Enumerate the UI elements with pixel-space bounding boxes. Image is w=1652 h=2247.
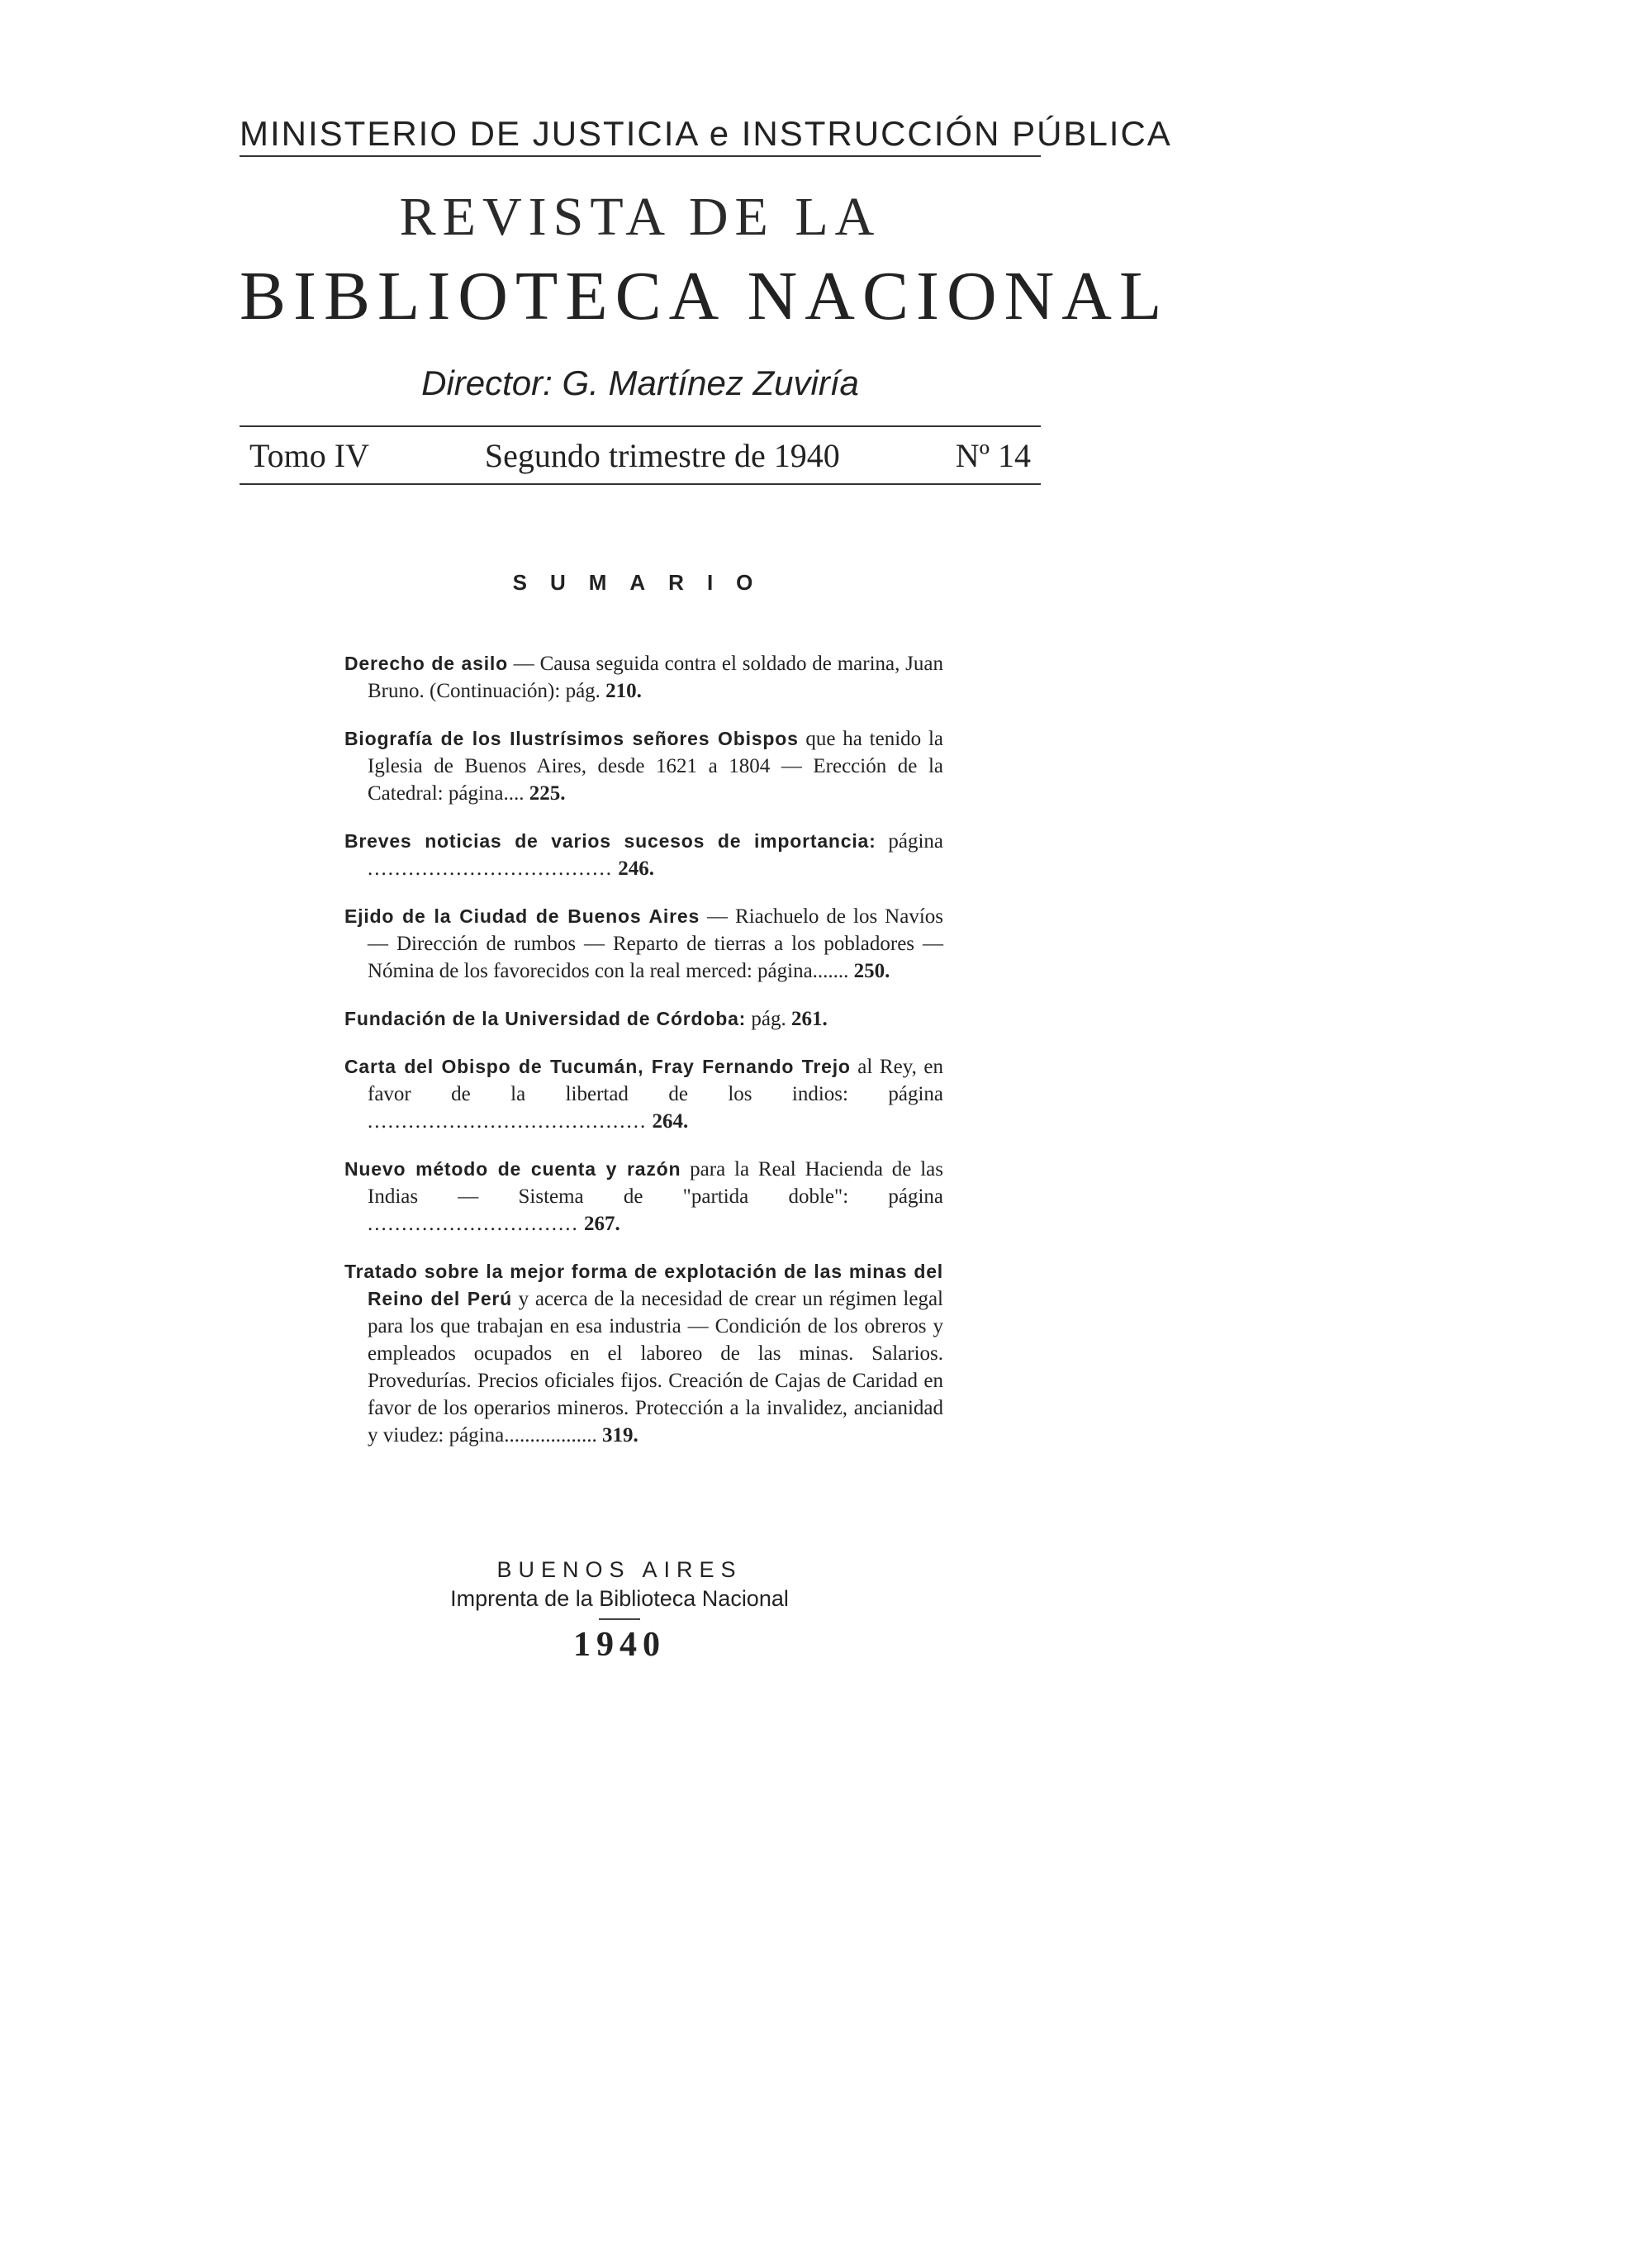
- imprint-city: BUENOS AIRES: [496, 1557, 743, 1582]
- toc-entry-page: 261.: [791, 1008, 828, 1030]
- imprint-year: 1940: [573, 1626, 666, 1664]
- toc-leader-dots: .........................................: [368, 1110, 648, 1133]
- toc-entry-page: 319.: [601, 1424, 638, 1447]
- toc-entry: [344, 650, 943, 705]
- toc-entry: [344, 1258, 943, 1449]
- toc-entry-text: que ha tenido la Iglesia de Buenos Aires, desde 1621 a 1804 — Erección de la Catedral: página....: [368, 728, 943, 805]
- toc-entry: [344, 1053, 943, 1135]
- toc-entry-title: Biografía de los Ilustrísimos señores Obispos: [344, 728, 799, 749]
- imprint-printer: Imprenta de la Biblioteca Nacional: [450, 1586, 789, 1611]
- toc-entry: [344, 903, 943, 985]
- imprint-divider: [599, 1618, 640, 1620]
- toc-entry: [344, 1005, 943, 1033]
- ministry-heading: MINISTERIO DE JUSTICIA e INSTRUCCIÓN PÚBLICA: [240, 114, 1041, 157]
- toc-entry-page: 264.: [652, 1110, 689, 1133]
- toc-entry-text: al Rey, en favor de la libertad de los indios: página: [368, 1056, 943, 1105]
- toc-entry-text: página: [876, 830, 943, 853]
- toc-entry-page: 210.: [605, 680, 642, 702]
- toc-entry-text: para la Real Hacienda de las Indias — Sistema de "partida doble": página: [368, 1158, 943, 1208]
- toc-entry-text: — Riachuelo de los Navíos — Dirección de rumbos — Reparto de tierras a los pobladores — Nómina de los favorecidos con la real merced: página.......: [368, 905, 943, 982]
- toc-entry-page: 225.: [529, 782, 566, 805]
- imprint: [372, 1557, 867, 1665]
- issue-bar: [240, 425, 1041, 485]
- toc-leader-dots: ...............................: [368, 1213, 579, 1235]
- issue-number: Nº 14: [955, 436, 1031, 474]
- toc-entry-title: Nuevo método de cuenta y razón: [344, 1158, 681, 1180]
- toc-entry-page-prefix: pág.: [751, 1008, 792, 1030]
- toc-entry-page: 246.: [618, 857, 654, 880]
- toc-leader-dots: ....................................: [368, 857, 613, 880]
- journal-title-line-1: REVISTA DE LA: [399, 187, 881, 247]
- toc-entry-page: 267.: [584, 1213, 620, 1235]
- volume-label: Tomo IV: [249, 436, 369, 474]
- journal-title-line-2: BIBLIOTECA NACIONAL: [240, 258, 1170, 335]
- toc-entry: [344, 1156, 943, 1238]
- toc-entry-title: Fundación de la Universidad de Córdoba:: [344, 1008, 747, 1029]
- toc-entry-title: Carta del Obispo de Tucumán, Fray Fernando Trejo: [344, 1056, 851, 1077]
- toc-entry-title: Breves noticias de varios sucesos de importancia:: [344, 830, 876, 852]
- contents-heading: SUMARIO: [512, 570, 776, 595]
- toc-entry-text: y acerca de la necesidad de crear un régimen legal para los que trabajan en esa industria — Condición de los obreros y empleados ocupados en el laboreo de las minas. Salarios. Provedurías. Precios oficiales fijos. Creación de Cajas de Caridad en favor de los operarios mineros. Protección a la invalidez, ancianidad y viudez: página..................: [368, 1288, 943, 1447]
- toc-entry-page: 250.: [853, 960, 890, 982]
- toc-entry: [344, 828, 943, 882]
- director-line: Director: G. Martínez Zuviría: [421, 363, 859, 402]
- toc-entry-title: Tratado sobre la mejor forma de explotación de las minas del Reino del Perú: [344, 1261, 943, 1309]
- toc-entry: [344, 725, 943, 807]
- issue-period: Segundo trimestre de 1940: [484, 436, 840, 474]
- toc-entry-text: — Causa seguida contra el soldado de marina, Juan Bruno. (Continuación):: [368, 653, 943, 702]
- table-of-contents: [344, 629, 943, 1455]
- toc-entry-title: Derecho de asilo: [344, 653, 508, 674]
- toc-entry-page-prefix: pág.: [565, 680, 606, 702]
- toc-entry-title: Ejido de la Ciudad de Buenos Aires: [344, 905, 700, 927]
